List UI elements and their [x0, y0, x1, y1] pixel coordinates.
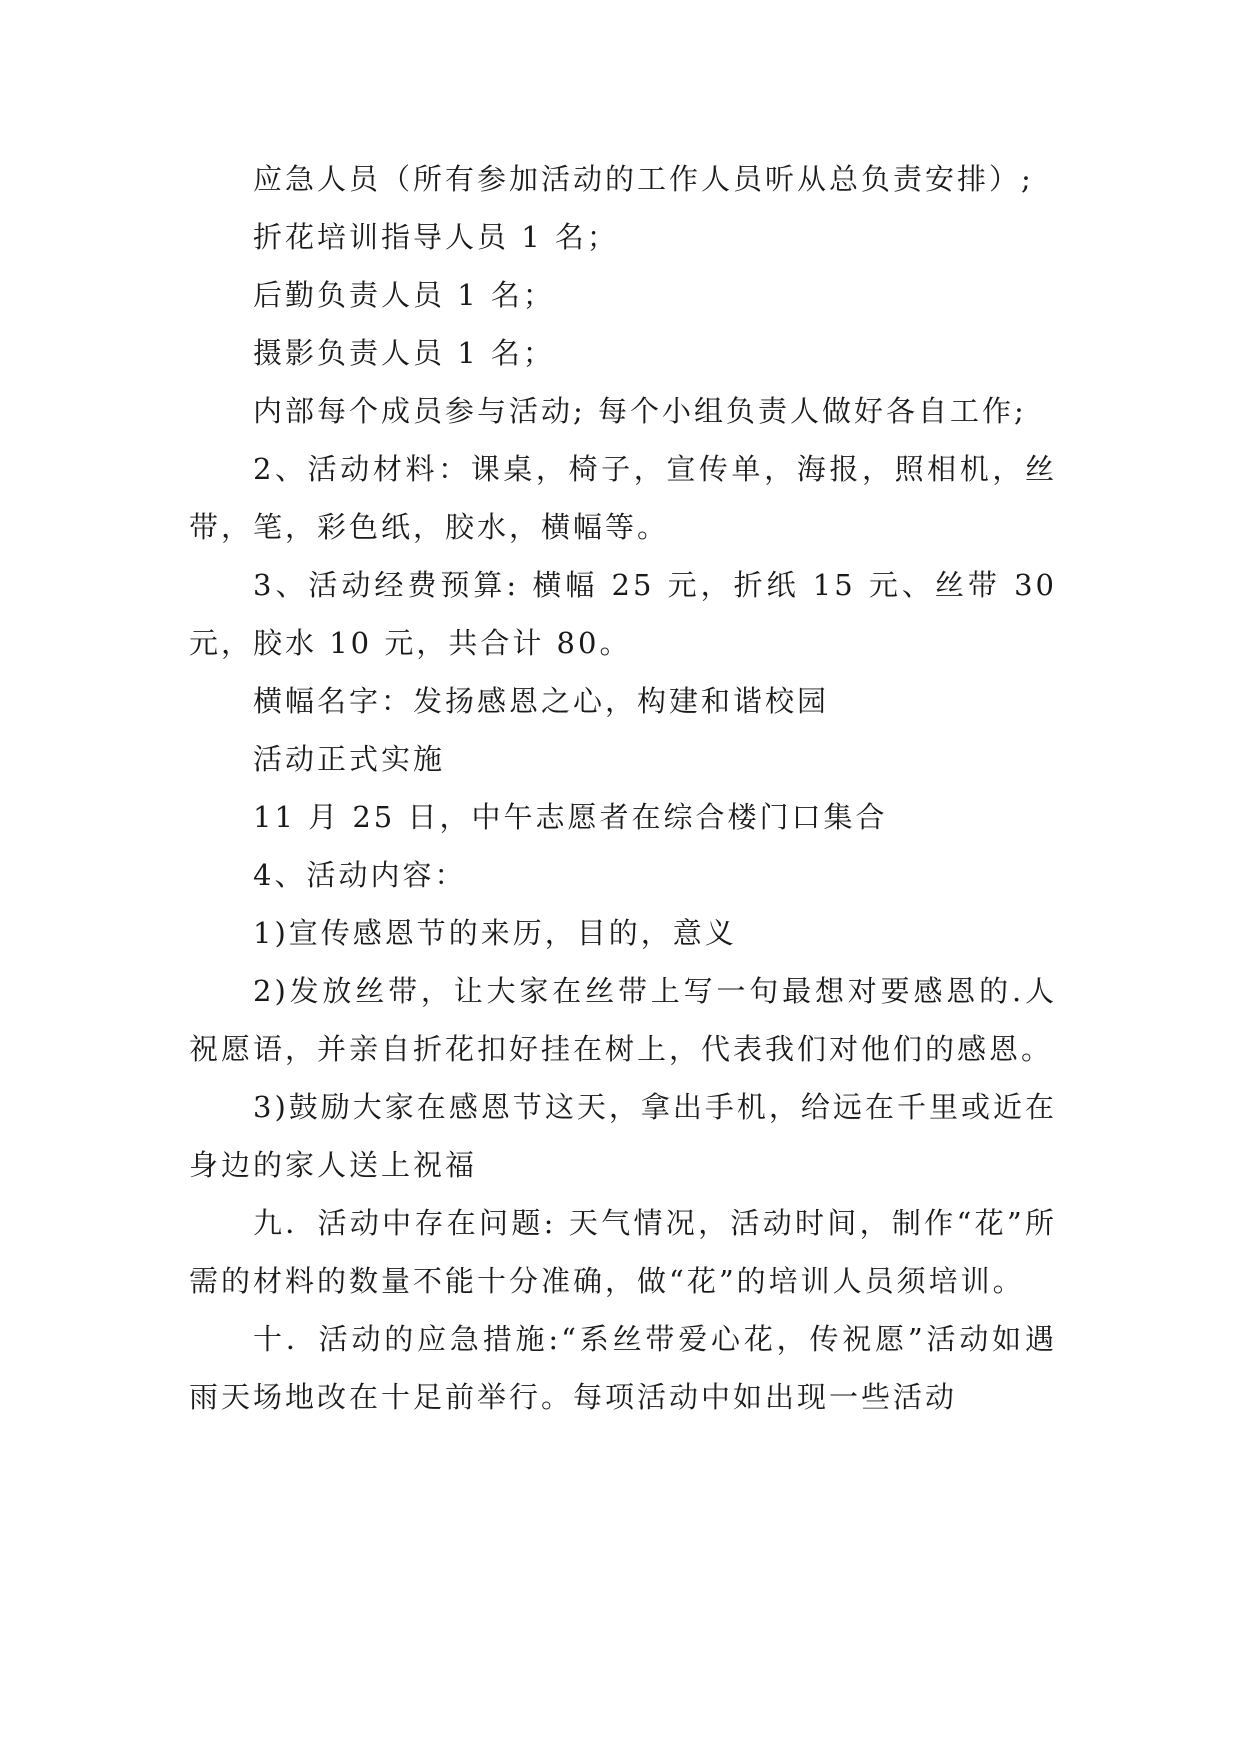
paragraph-banner-name: 横幅名字：发扬感恩之心，构建和谐校园 — [253, 684, 830, 718]
paragraph-materials: 2、活动材料：课桌，椅子，宣传单，海报，照相机，丝带，笔，彩色纸，胶水，横幅等。 — [189, 452, 1057, 544]
paragraph-internal-members: 内部每个成员参与活动; 每个小组负责人做好各自工作; — [253, 394, 1027, 428]
paragraph-content-heading: 4、活动内容： — [253, 858, 467, 892]
paragraph-content-1: 1)宣传感恩节的来历，目的，意义 — [253, 916, 737, 950]
paragraph-date: 11 月 25 日，中午志愿者在综合楼门口集合 — [253, 800, 888, 834]
paragraph-logistics: 后勤负责人员 1 名； — [253, 278, 555, 312]
document-body — [189, 150, 1057, 1426]
paragraph-budget: 3、活动经费预算: 横幅 25 元，折纸 15 元、丝带 30 元，胶水 10 元，共合计 80。 — [189, 568, 1057, 660]
paragraph-implementation: 活动正式实施 — [253, 742, 446, 776]
paragraph-issues: 九．活动中存在问题: 天气情况，活动时间，制作“花”所需的材料的数量不能十分准确，做“花”的培训人员须培训。 — [189, 1206, 1057, 1298]
paragraph-content-2: 2)发放丝带，让大家在丝带上写一句最想对要感恩的.人祝愿语，并亲自折花扣好挂在树上，代表我们对他们的感恩。 — [189, 974, 1057, 1066]
paragraph-flower-trainer: 折花培训指导人员 1 名； — [253, 220, 619, 254]
paragraph-emergency-measures: 十．活动的应急措施:“系丝带爱心花，传祝愿”活动如遇雨天场地改在十足前举行。每项活动中如出现一些活动 — [189, 1322, 1057, 1414]
paragraph-photography: 摄影负责人员 1 名； — [253, 336, 555, 370]
paragraph-content-3: 3)鼓励大家在感恩节这天，拿出手机，给远在千里或近在身边的家人送上祝福 — [189, 1090, 1057, 1182]
paragraph-emergency-staff: 应急人员（所有参加活动的工作人员听从总负责安排）; — [253, 162, 1034, 196]
